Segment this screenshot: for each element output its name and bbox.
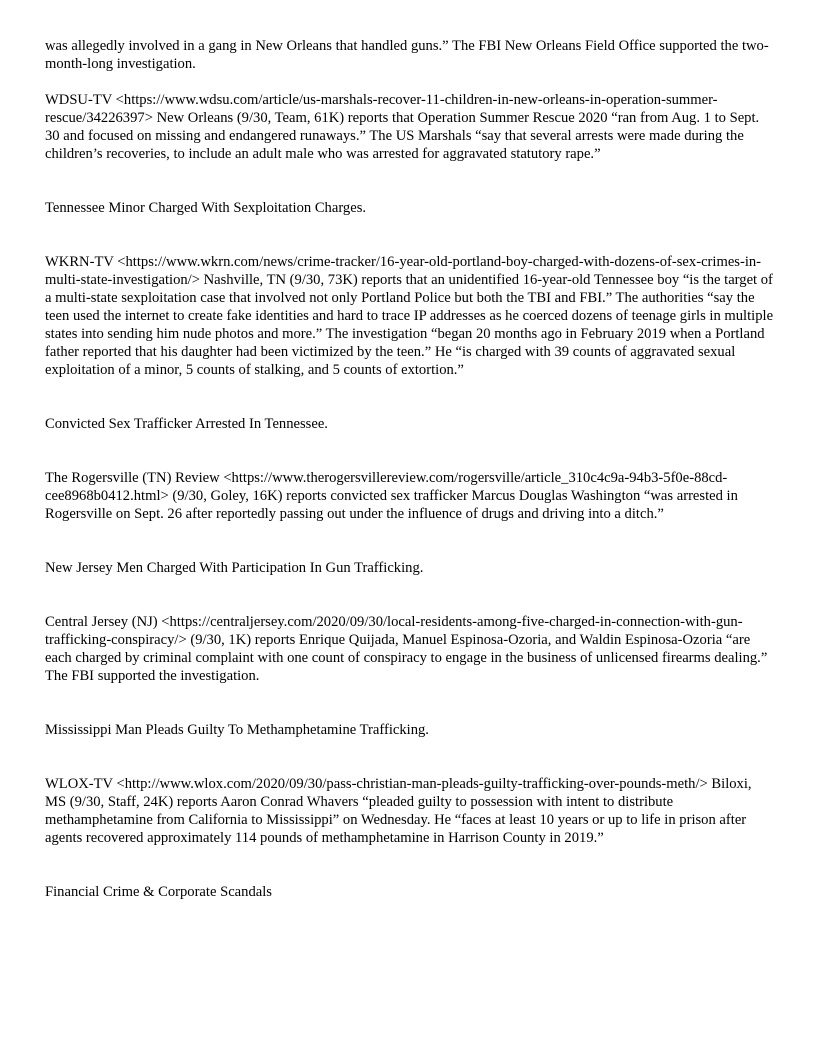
body-paragraph-wlox: WLOX-TV <http://www.wlox.com/2020/09/30/pass-christian-man-pleads-guilty-trafficking-over-pounds-meth/> Biloxi, MS (9/30, Staff, 24K) reports Aaron Conrad Whavers “pleaded guilty to possession with intent to distribute methamphetamine from California to Mississippi” on Wednesday. He “faces at least 10 years or up to life in prison after agents recovered approximately 114 pounds of methamphetamine in Harrison County in 2019.” bbox=[45, 776, 752, 846]
headline-mississippi-meth: Mississippi Man Pleads Guilty To Methamphetamine Trafficking. bbox=[45, 722, 429, 738]
body-paragraph-gang-continuation: was allegedly involved in a gang in New Orleans that handled guns.” The FBI New Orleans Field Office supported the two-month-long investigation. bbox=[45, 38, 769, 72]
headline-convicted-trafficker: Convicted Sex Trafficker Arrested In Tennessee. bbox=[45, 416, 328, 432]
body-paragraph-wdsu: WDSU-TV <https://www.wdsu.com/article/us-marshals-recover-11-children-in-new-orleans-in-operation-summer-rescue/34226397> New Orleans (9/30, Team, 61K) reports that Operation Summer Rescue 2020 “ran from Aug. 1 to Sept. 30 and focused on missing and endangered runaways.” The US Marshals “say that several arrests were made during the children’s recoveries, to include an adult male who was arrested for aggravated statutory rape.” bbox=[45, 92, 760, 162]
headline-new-jersey-gun: New Jersey Men Charged With Participation In Gun Trafficking. bbox=[45, 560, 424, 576]
body-paragraph-wkrn: WKRN-TV <https://www.wkrn.com/news/crime-tracker/16-year-old-portland-boy-charged-with-dozens-of-sex-crimes-in-multi-state-investigation/> Nashville, TN (9/30, 73K) reports that an unidentified 16-year-old Tennessee boy “is the target of a multi-state sexploitation case that involved not only Portland Police but both the TBI and FBI.” The authorities “say the teen used the internet to create fake identities and hard to trace IP addresses as he coerced dozens of teenage girls in multiple states into sending him nude photos and more.” The investigation “began 20 months ago in February 2019 when a Portland father reported that his daughter had been victimized by the teen.” He “is charged with 39 counts of aggravated sexual exploitation of a minor, 5 counts of stalking, and 5 counts of extortion.” bbox=[45, 254, 774, 378]
body-paragraph-central-jersey: Central Jersey (NJ) <https://centraljersey.com/2020/09/30/local-residents-among-five-charged-in-connection-with-gun-trafficking-conspiracy/> (9/30, 1K) reports Enrique Quijada, Manuel Espinosa-Ozoria, and Waldin Espinosa-Ozoria “are each charged by criminal complaint with one count of conspiracy to engage in the business of unlicensed firearms dealing.” The FBI supported the investigation. bbox=[45, 614, 768, 684]
body-paragraph-rogersville: The Rogersville (TN) Review <https://www.therogersvillereview.com/rogersville/article_310c4c9a-94b3-5f0e-88cd-cee8968b0412.html> (9/30, Goley, 16K) reports convicted sex trafficker Marcus Douglas Washington “was arrested in Rogersville on Sept. 26 after reportedly passing out under the influence of drugs and driving into a ditch.” bbox=[45, 470, 738, 522]
document-page bbox=[45, 37, 775, 901]
section-heading-financial-crime: Financial Crime & Corporate Scandals bbox=[45, 884, 272, 900]
headline-tennessee-minor: Tennessee Minor Charged With Sexploitation Charges. bbox=[45, 200, 367, 216]
